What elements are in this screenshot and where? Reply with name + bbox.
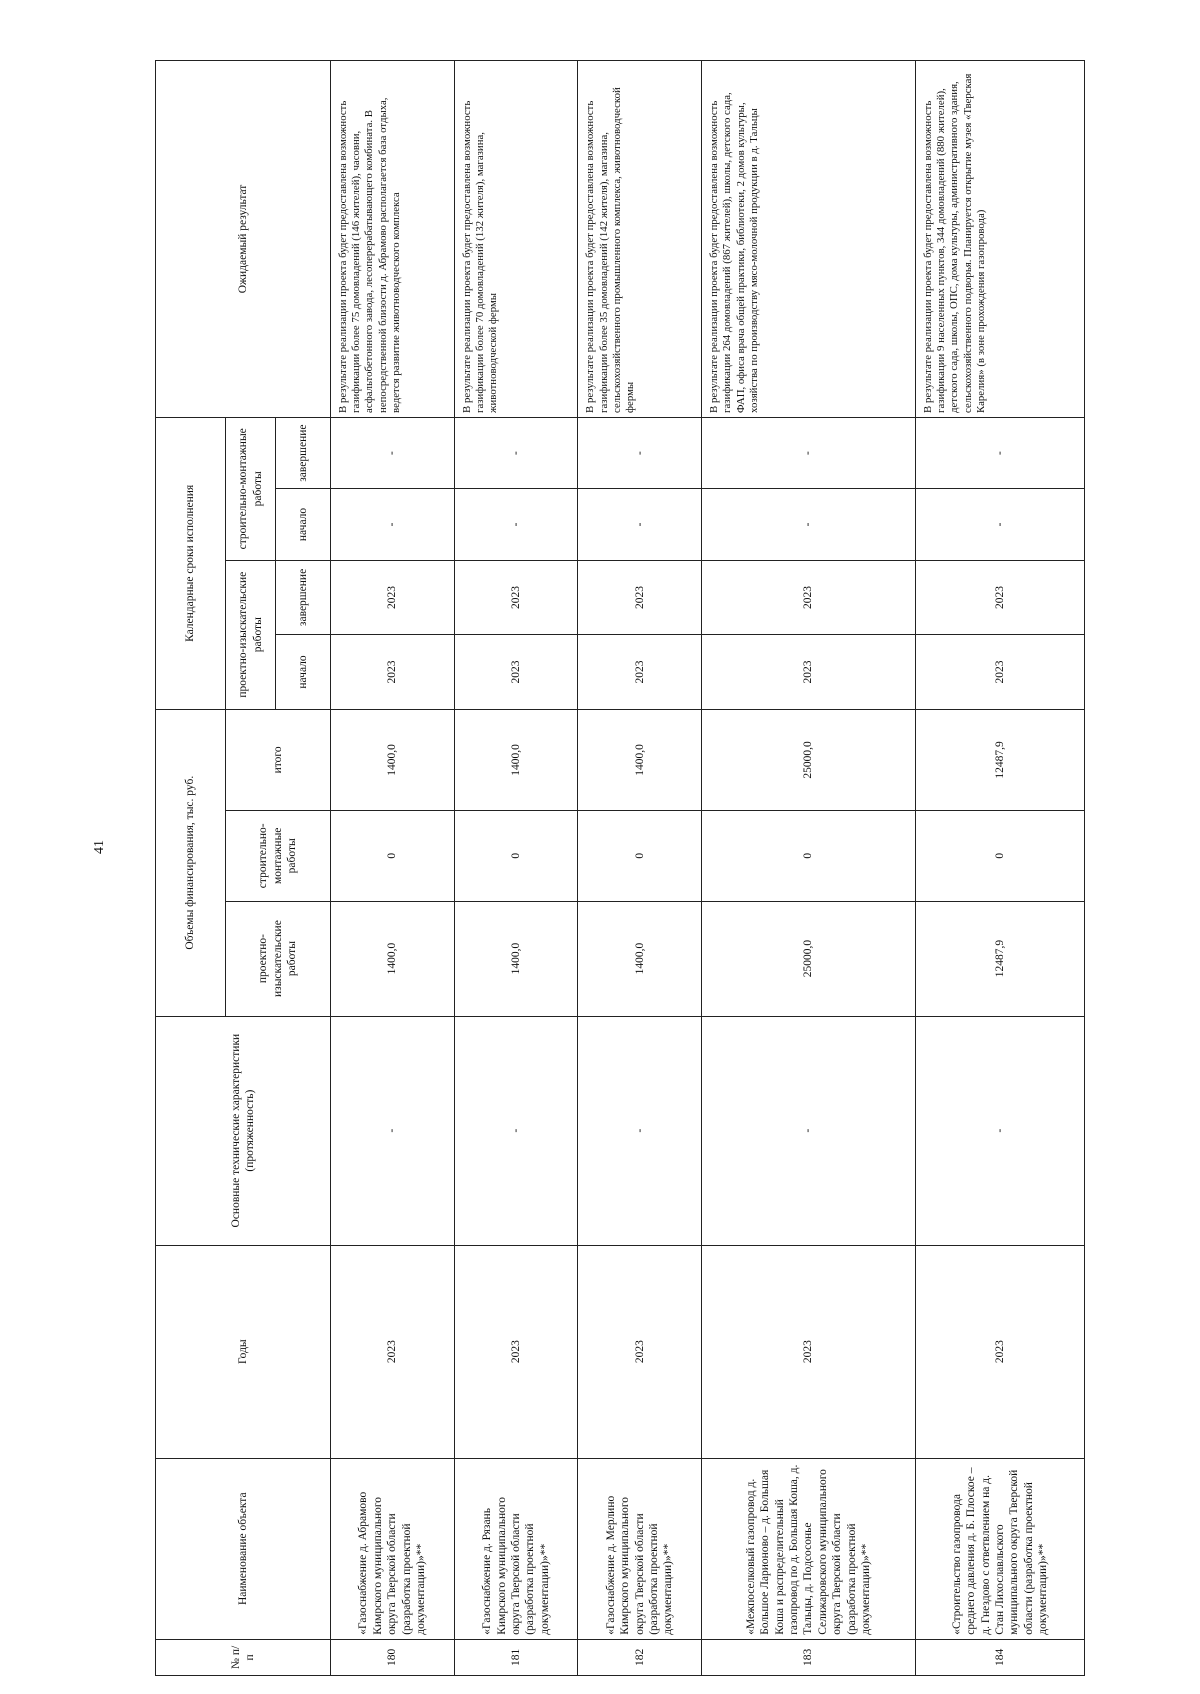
- funding-design-cell: 1400,0: [331, 901, 455, 1016]
- row-number: 182: [578, 1639, 702, 1675]
- table-row: [702, 61, 916, 1676]
- expected-result-cell: В результате реализации проекта будет предоставлена возможность газификации более 75 домовладений (146 жителей), часовни, асфальтобетонного завода, лесоперерабатывающего комбината. В непосредственной близости д. Абрамово располагается база отдыха, ведется развитие животноводческого комплекса: [331, 61, 455, 418]
- header-design-start: начало: [276, 635, 331, 710]
- construction-end-cell: -: [916, 417, 1085, 488]
- object-name: «Газоснабжение д. Мерлино Кимрского муниципального округа Тверской области (разработка проектной документации)»**: [578, 1458, 702, 1639]
- years-cell: 2023: [916, 1245, 1085, 1458]
- construction-start-cell: -: [454, 489, 578, 560]
- years-cell: 2023: [578, 1245, 702, 1458]
- expected-result-cell: В результате реализации проекта будет предоставлена возможность газификации 264 домовладений (867 жителей), школы, детского сада, ФАП, офиса врача общей практики, библиотеки, 2 домов культуры, хозяйства по производству мясо-молочной продукции в д. Тальцы: [702, 61, 916, 418]
- table-row: [331, 61, 455, 1676]
- header-construction-start: начало: [276, 489, 331, 560]
- funding-construction-cell: 0: [916, 811, 1085, 902]
- construction-start-cell: -: [916, 489, 1085, 560]
- funding-total-cell: 1400,0: [331, 709, 455, 810]
- expected-result-cell: В результате реализации проекта будет предоставлена возможность газификации 9 населенных пунктов, 344 домовладений (880 жителей), детского сада, школы, ОПС, дома культуры, административного здания, сельскохозяйственного подворья. Планируется открытие музея «Тверская Карелия» (в зоне прохождения газопровода): [916, 61, 1085, 418]
- table-sheet: [155, 60, 1085, 1676]
- table-row: [916, 61, 1085, 1676]
- rotated-table-container: [155, 60, 1085, 1676]
- tech-cell: -: [331, 1016, 455, 1245]
- construction-end-cell: -: [331, 417, 455, 488]
- design-start-cell: 2023: [454, 635, 578, 710]
- header-schedule-design: проектно-изыскательские работы: [226, 560, 276, 709]
- funding-total-cell: 12487,9: [916, 709, 1085, 810]
- construction-start-cell: -: [578, 489, 702, 560]
- design-end-cell: 2023: [578, 560, 702, 635]
- funding-total-cell: 1400,0: [578, 709, 702, 810]
- design-start-cell: 2023: [578, 635, 702, 710]
- gasification-table: [155, 60, 1085, 1676]
- funding-design-cell: 12487,9: [916, 901, 1085, 1016]
- expected-result-cell: В результате реализации проекта будет предоставлена возможность газификации более 35 домовладений (142 жителя), магазина, сельскохозяйственного промышленного комплекса, животноводческой фермы: [578, 61, 702, 418]
- construction-end-cell: -: [454, 417, 578, 488]
- header-schedule-group: Календарные сроки исполнения: [156, 417, 226, 709]
- design-end-cell: 2023: [331, 560, 455, 635]
- design-end-cell: 2023: [702, 560, 916, 635]
- header-schedule-construction: строительно-монтажные работы: [226, 417, 276, 560]
- expected-result-cell: В результате реализации проекта будет предоставлена возможность газификации более 70 домовладений (132 жителя), магазина, животноводческой фермы: [454, 61, 578, 418]
- funding-construction-cell: 0: [331, 811, 455, 902]
- header-result: Ожидаемый результат: [156, 61, 331, 418]
- funding-total-cell: 1400,0: [454, 709, 578, 810]
- row-number: 184: [916, 1639, 1085, 1675]
- tech-cell: -: [702, 1016, 916, 1245]
- design-start-cell: 2023: [331, 635, 455, 710]
- header-funding-group: Объемы финансирования, тыс. руб.: [156, 709, 226, 1016]
- construction-start-cell: -: [331, 489, 455, 560]
- design-end-cell: 2023: [454, 560, 578, 635]
- design-end-cell: 2023: [916, 560, 1085, 635]
- years-cell: 2023: [702, 1245, 916, 1458]
- object-name: «Строительство газопровода среднего давления д. Б. Плоское – д. Гнездово с ответвлением на д. Стан Лихославльского муниципального округа Тверской области (разработка проектной документации)»**: [916, 1458, 1085, 1639]
- tech-cell: -: [916, 1016, 1085, 1245]
- header-design-end: завершение: [276, 560, 331, 635]
- years-cell: 2023: [331, 1245, 455, 1458]
- construction-end-cell: -: [578, 417, 702, 488]
- funding-design-cell: 25000,0: [702, 901, 916, 1016]
- header-name: Наименование объекта: [156, 1458, 331, 1639]
- funding-construction-cell: 0: [578, 811, 702, 902]
- header-years: Годы: [156, 1245, 331, 1458]
- header-funding-design: проектно-изыскательские работы: [226, 901, 331, 1016]
- table-row: [454, 61, 578, 1676]
- object-name: «Газоснабжение д. Рязань Кимрского муниципального округа Тверской области (разработка проектной документации)»**: [454, 1458, 578, 1639]
- object-name: «Газоснабжение д. Абрамово Кимрского муниципального округа Тверской области (разработка проектной документации)»**: [331, 1458, 455, 1639]
- years-cell: 2023: [454, 1245, 578, 1458]
- header-tech: Основные технические характеристики (протяженность): [156, 1016, 331, 1245]
- header-num: № п/п: [156, 1639, 331, 1675]
- design-start-cell: 2023: [916, 635, 1085, 710]
- row-number: 183: [702, 1639, 916, 1675]
- header-funding-total: итого: [226, 709, 331, 810]
- object-name: «Межпоселковый газопровод д. Большое Ларионово – д. Большая Коша и распределительный газопровод по д. Большая Коша, д. Тальцы, д. Подсосонье Селижаровского муниципального округа Тверской области (разработка проектной документации)»**: [702, 1458, 916, 1639]
- page-number: 41: [92, 840, 107, 854]
- design-start-cell: 2023: [702, 635, 916, 710]
- tech-cell: -: [578, 1016, 702, 1245]
- row-number: 181: [454, 1639, 578, 1675]
- construction-start-cell: -: [702, 489, 916, 560]
- header-construction-end: завершение: [276, 417, 331, 488]
- funding-design-cell: 1400,0: [578, 901, 702, 1016]
- funding-construction-cell: 0: [702, 811, 916, 902]
- funding-design-cell: 1400,0: [454, 901, 578, 1016]
- row-number: 180: [331, 1639, 455, 1675]
- funding-total-cell: 25000,0: [702, 709, 916, 810]
- header-funding-construction: строительно-монтажные работы: [226, 811, 331, 902]
- table-row: [578, 61, 702, 1676]
- construction-end-cell: -: [702, 417, 916, 488]
- funding-construction-cell: 0: [454, 811, 578, 902]
- tech-cell: -: [454, 1016, 578, 1245]
